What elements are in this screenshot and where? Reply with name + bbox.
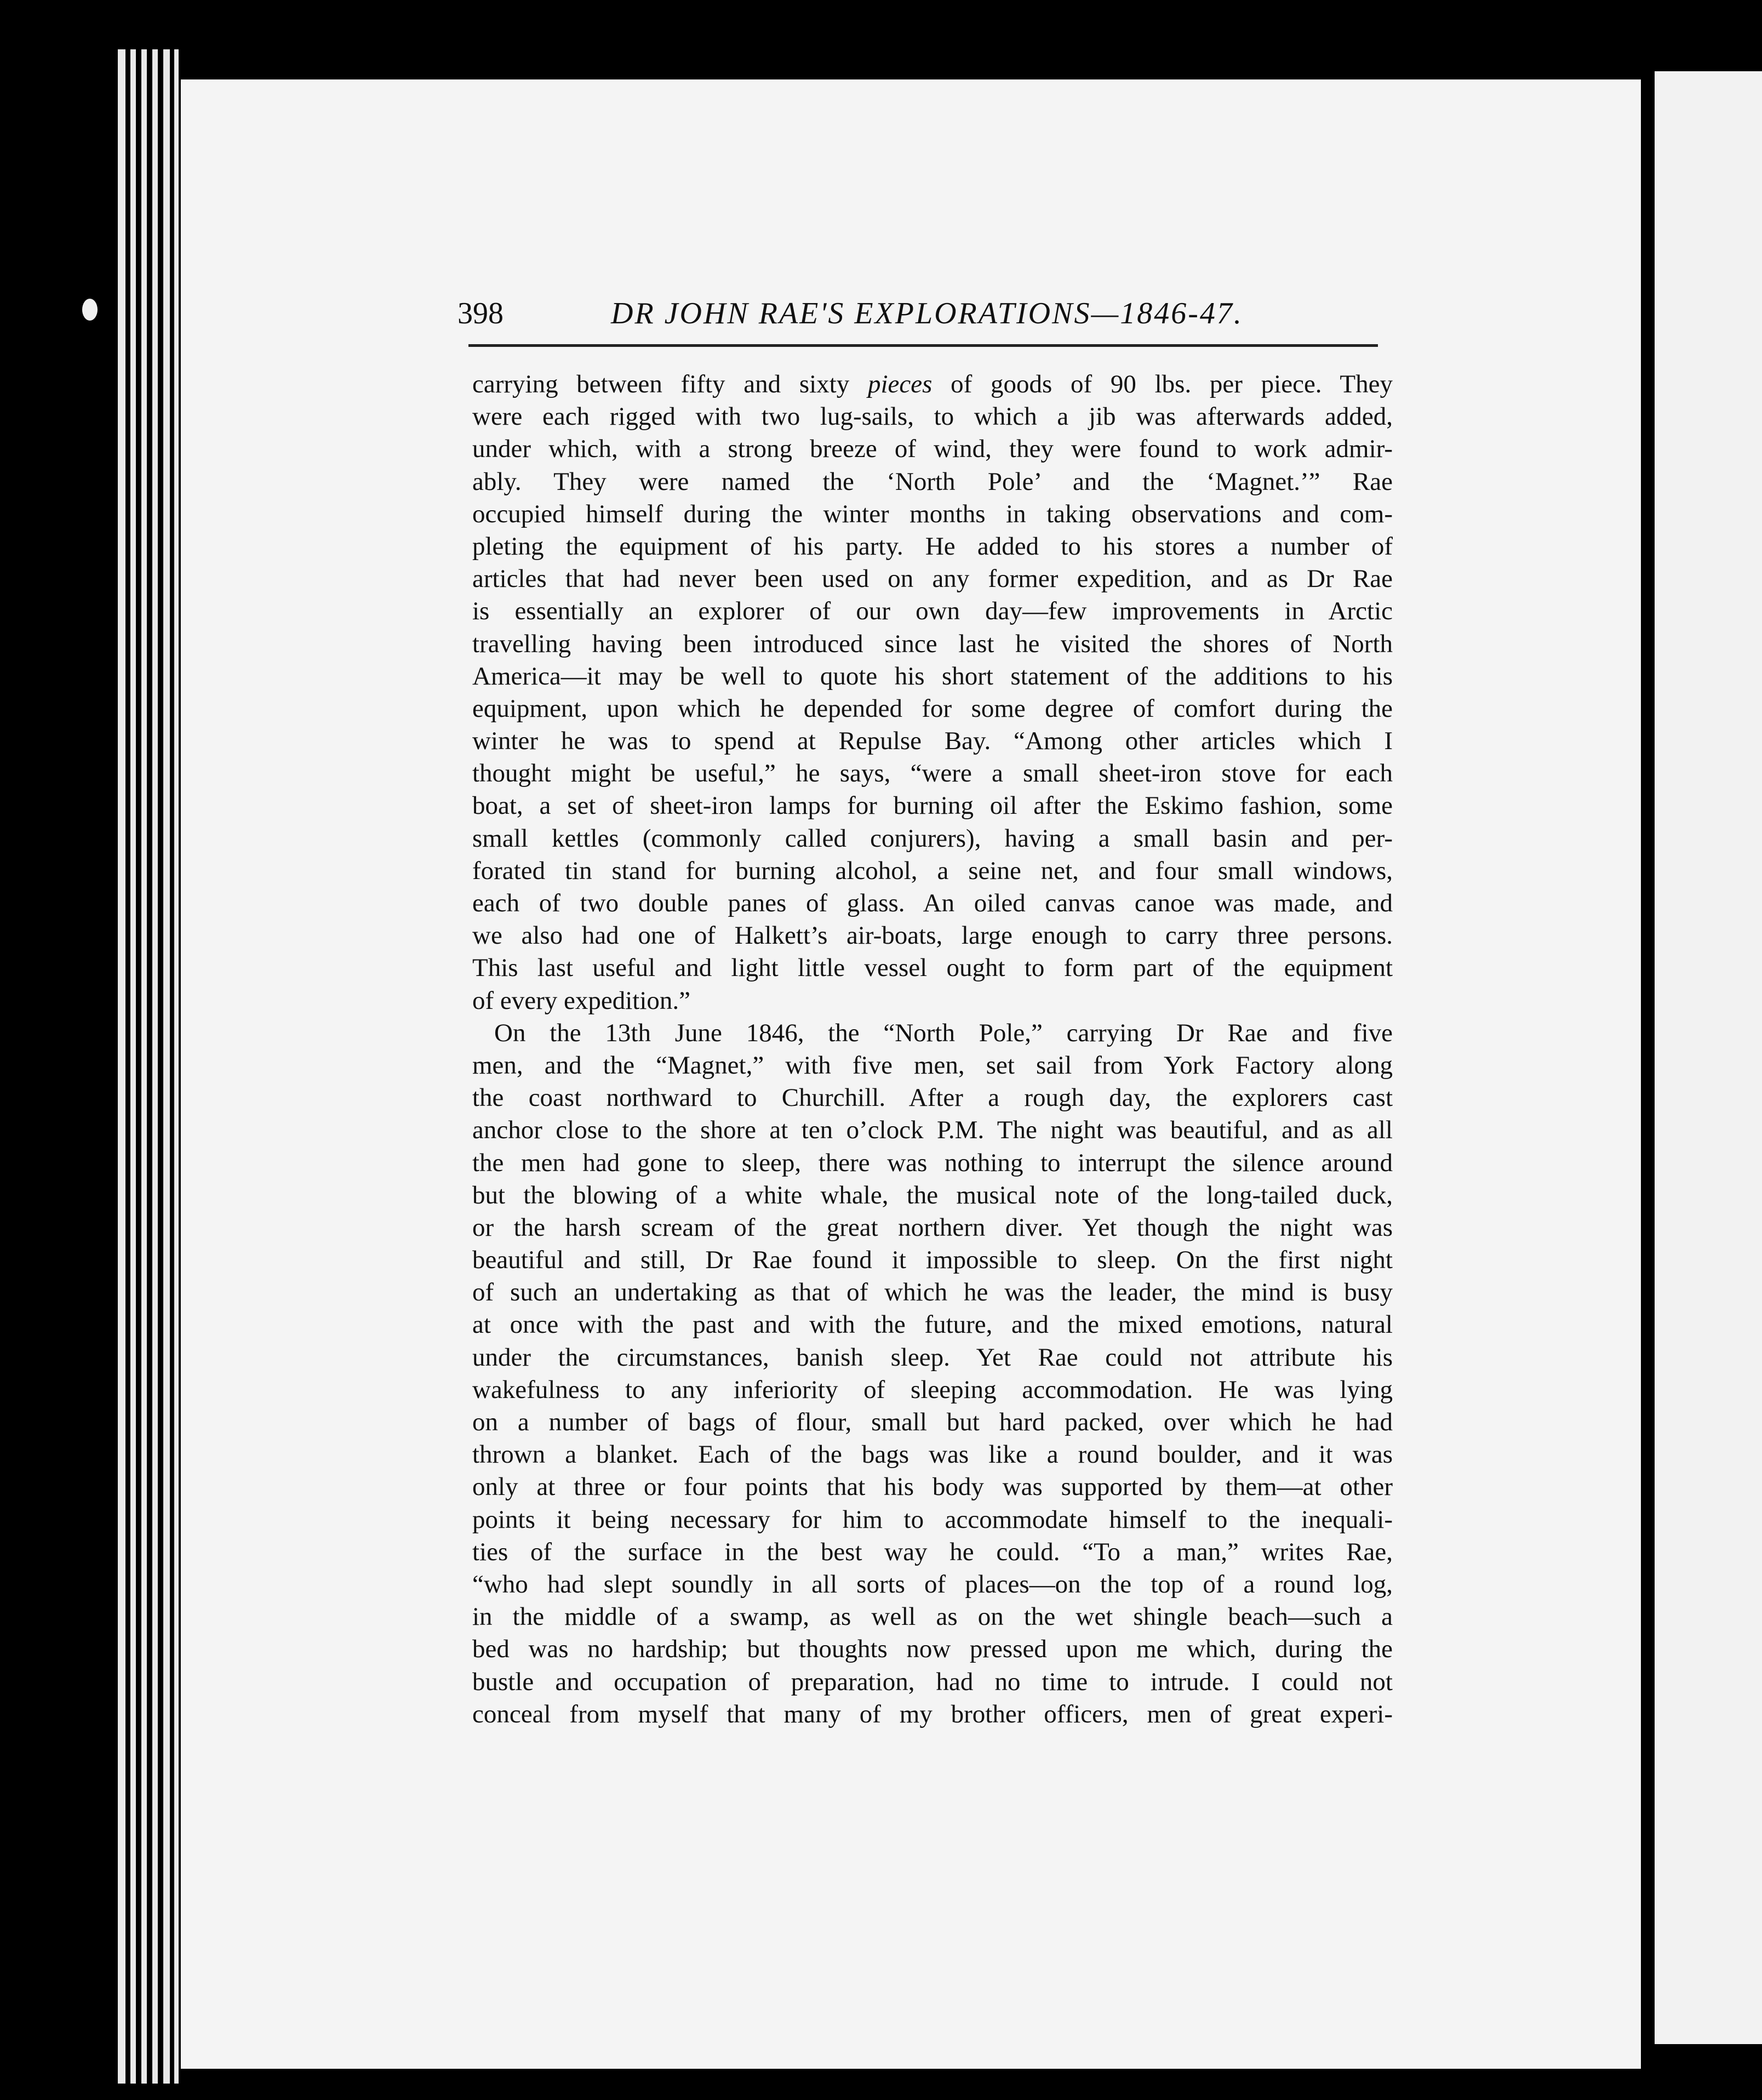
text-line: ably. They were named the ‘North Pole’ and the ‘Magnet.’” Rae (472, 467, 1393, 496)
text-line: in the middle of a swamp, as well as on the wet shingle beach—such a (472, 1602, 1393, 1631)
text-line: under the circumstances, banish sleep. Yet Rae could not attribute his (472, 1343, 1393, 1372)
page-edge (130, 49, 136, 2084)
text-line: carrying between fifty and sixty pieces of goods of 90 lbs. per piece. They (472, 370, 1393, 398)
text-line: forated tin stand for burning alcohol, a seine net, and four small windows, (472, 856, 1393, 885)
page-edge (118, 49, 125, 2084)
italic-word: pieces (867, 370, 933, 398)
text-line: articles that had never been used on any former expedition, and as Dr Rae (472, 564, 1393, 594)
running-title: DR JOHN RAE'S EXPLORATIONS—1846-47. (611, 296, 1243, 330)
text-line: or the harsh scream of the great northern diver. Yet though the night was (472, 1213, 1393, 1242)
text-line: bed was no hardship; but thoughts now pressed upon me which, during the (472, 1635, 1393, 1664)
text-line: is essentially an explorer of our own day—few improvements in Arctic (472, 597, 1393, 626)
text-line: but the blowing of a white whale, the musical note of the long-tailed duck, (472, 1180, 1393, 1209)
text-line: we also had one of Halkett’s air-boats, large enough to carry three persons. (472, 921, 1393, 950)
text-line: “who had slept soundly in all sorts of places—on the top of a round log, (472, 1570, 1393, 1599)
text-line: men, and the “Magnet,” with five men, set sail from York Factory along (472, 1051, 1393, 1080)
text-line: thought might be useful,” he says, “were a small sheet-iron stove for each (472, 759, 1393, 788)
text-line: ties of the surface in the best way he could. “To a man,” writes Rae, (472, 1537, 1393, 1566)
page-header (457, 290, 1389, 340)
body-text (472, 368, 1393, 1731)
text-line: points it being necessary for him to accommodate himself to the inequali- (472, 1505, 1393, 1534)
text-line: bustle and occupation of preparation, had no time to intrude. I could not (472, 1667, 1393, 1696)
text-line: beautiful and still, Dr Rae found it impossible to sleep. On the first night (472, 1246, 1393, 1275)
text-line: at once with the past and with the future, and the mixed emotions, natural (472, 1310, 1393, 1339)
text-line: travelling having been introduced since last he visited the shores of North (472, 629, 1393, 658)
text-line: On the 13th June 1846, the “North Pole,” carrying Dr Rae and five (494, 1018, 1393, 1047)
text-line: the coast northward to Churchill. After a rough day, the explorers cast (472, 1083, 1393, 1112)
facing-page-edge (1655, 71, 1762, 2044)
text-line: only at three or four points that his body was supported by them—at other (472, 1473, 1393, 1502)
text-line: thrown a blanket. Each of the bags was like a round boulder, and it was (472, 1440, 1393, 1469)
dust-speck (82, 299, 98, 321)
header-rule (468, 344, 1378, 347)
text-line: conceal from myself that many of my brother officers, men of great experi- (472, 1699, 1393, 1728)
text-line: of every expedition.” (472, 986, 691, 1015)
text-line: under which, with a strong breeze of wind, they were found to work admir- (472, 435, 1393, 464)
text-line: America—it may be well to quote his short statement of the additions to his (472, 661, 1393, 691)
text-line: equipment, upon which he depended for some degree of comfort during the (472, 694, 1393, 723)
page-edge (163, 49, 170, 2084)
text-line: occupied himself during the winter months in taking observations and com- (472, 499, 1393, 528)
page-number: 398 (457, 296, 504, 330)
text-line: pleting the equipment of his party. He added to his stores a number of (472, 532, 1393, 561)
page-edge (152, 49, 158, 2084)
text-line: boat, a set of sheet-iron lamps for burning oil after the Eskimo fashion, some (472, 791, 1393, 820)
text-line: the men had gone to sleep, there was nothing to interrupt the silence around (472, 1148, 1393, 1177)
page-edge (174, 49, 179, 2084)
page-edge (141, 49, 147, 2084)
text-line: wakefulness to any inferiority of sleeping accommodation. He was lying (472, 1375, 1393, 1404)
text-line: winter he was to spend at Repulse Bay. “Among other articles which I (472, 727, 1393, 756)
text-line: were each rigged with two lug-sails, to which a jib was afterwards added, (472, 402, 1393, 431)
text-line: each of two double panes of glass. An oiled canvas canoe was made, and (472, 889, 1393, 917)
text-line: of such an undertaking as that of which he was the leader, the mind is busy (472, 1278, 1393, 1307)
text-line: small kettles (commonly called conjurers), having a small basin and per- (472, 824, 1393, 853)
text-line: anchor close to the shore at ten o’clock P.M. The night was beautiful, and as all (472, 1116, 1393, 1145)
text-line: on a number of bags of flour, small but hard packed, over which he had (472, 1408, 1393, 1436)
text-line: This last useful and light little vessel ought to form part of the equipment (472, 954, 1393, 983)
